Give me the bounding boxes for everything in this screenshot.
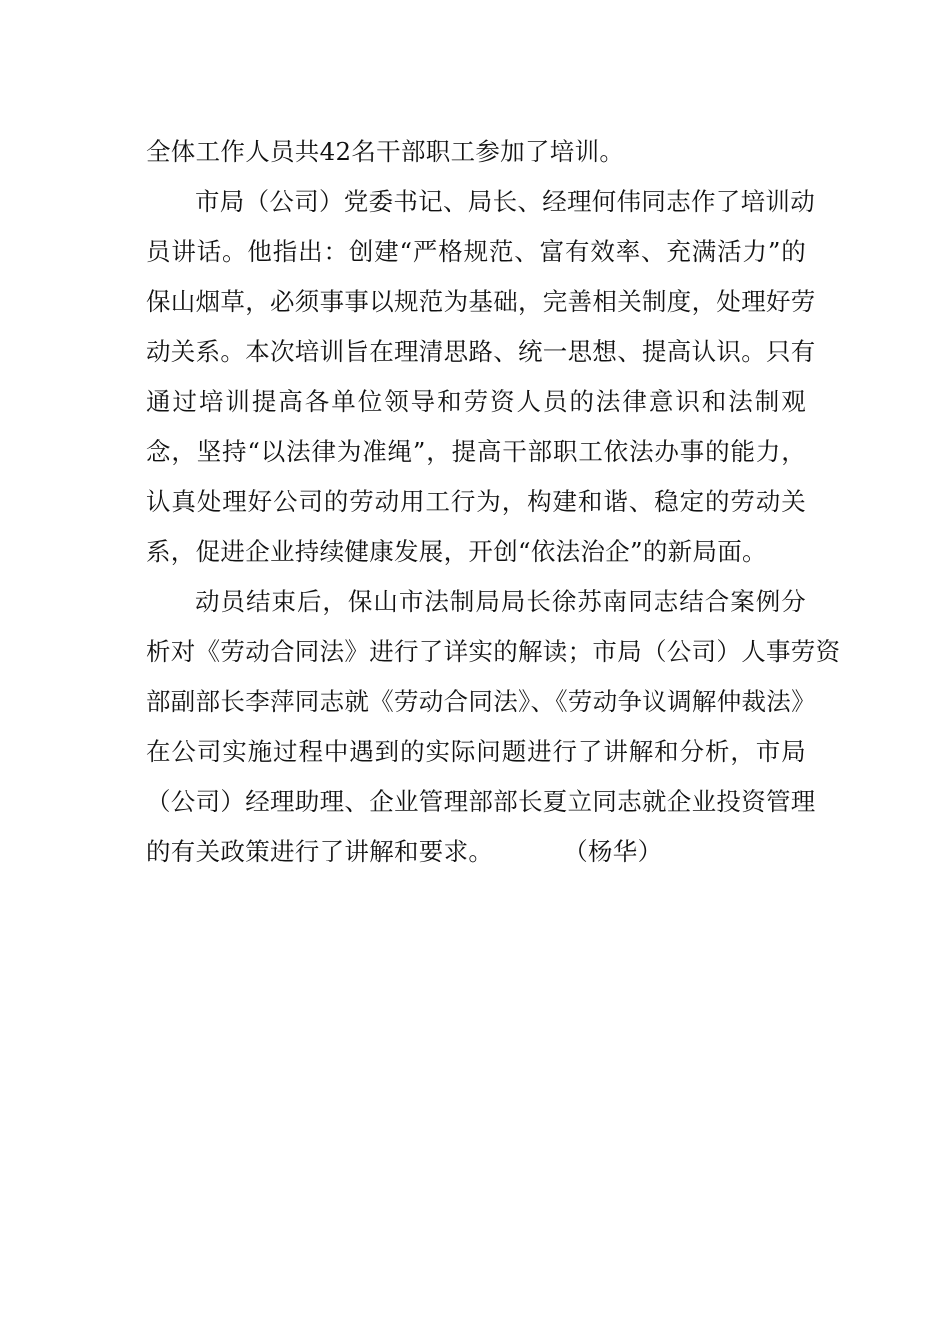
text-line: 保山烟草，必须事事以规范为基础，完善相关制度，处理好劳 (146, 287, 816, 316)
text-line: 念，坚持“以法律为准绳”，提高干部职工依法办事的能力， (146, 437, 806, 466)
text-line: 系，促进企业持续健康发展，开创“依法治企”的新局面。 (146, 537, 767, 566)
author-byline: （杨华） (563, 837, 663, 866)
text-line: 员讲话。他指出：创建“严格规范、富有效率、充满活力”的 (146, 237, 806, 266)
text-line: （公司）经理助理、企业管理部部长夏立同志就企业投资管理 (146, 787, 816, 816)
text-line: 全体工作人员共42名干部职工参加了培训。 (146, 137, 625, 166)
text-line: 动员结束后，保山市法制局局长徐苏南同志结合案例分 (195, 587, 806, 616)
paragraph-1 (146, 127, 806, 177)
paragraph-3 (146, 577, 841, 877)
text-line: 部副部长李萍同志就《劳动合同法》、《劳动争议调解仲裁法》 (146, 687, 816, 716)
text-line: 在公司实施过程中遇到的实际问题进行了讲解和分析，市局 (146, 737, 806, 766)
text-line: 通过培训提高各单位领导和劳资人员的法律意识和法制观 (146, 387, 806, 416)
text-line: 认真处理好公司的劳动用工行为，构建和谐、稳定的劳动关 (146, 487, 806, 516)
text-line: 市局（公司）党委书记、局长、经理何伟同志作了培训动 (195, 187, 815, 216)
last-line (146, 827, 806, 877)
text-line: 动关系。本次培训旨在理清思路、统一思想、提高认识。只有 (146, 337, 816, 366)
text-line: 析对《劳动合同法》进行了详实的解读；市局（公司）人事劳资 (146, 637, 841, 666)
article-body (146, 127, 841, 877)
paragraph-2 (146, 177, 816, 577)
text-line: 的有关政策进行了讲解和要求。 (146, 837, 494, 866)
